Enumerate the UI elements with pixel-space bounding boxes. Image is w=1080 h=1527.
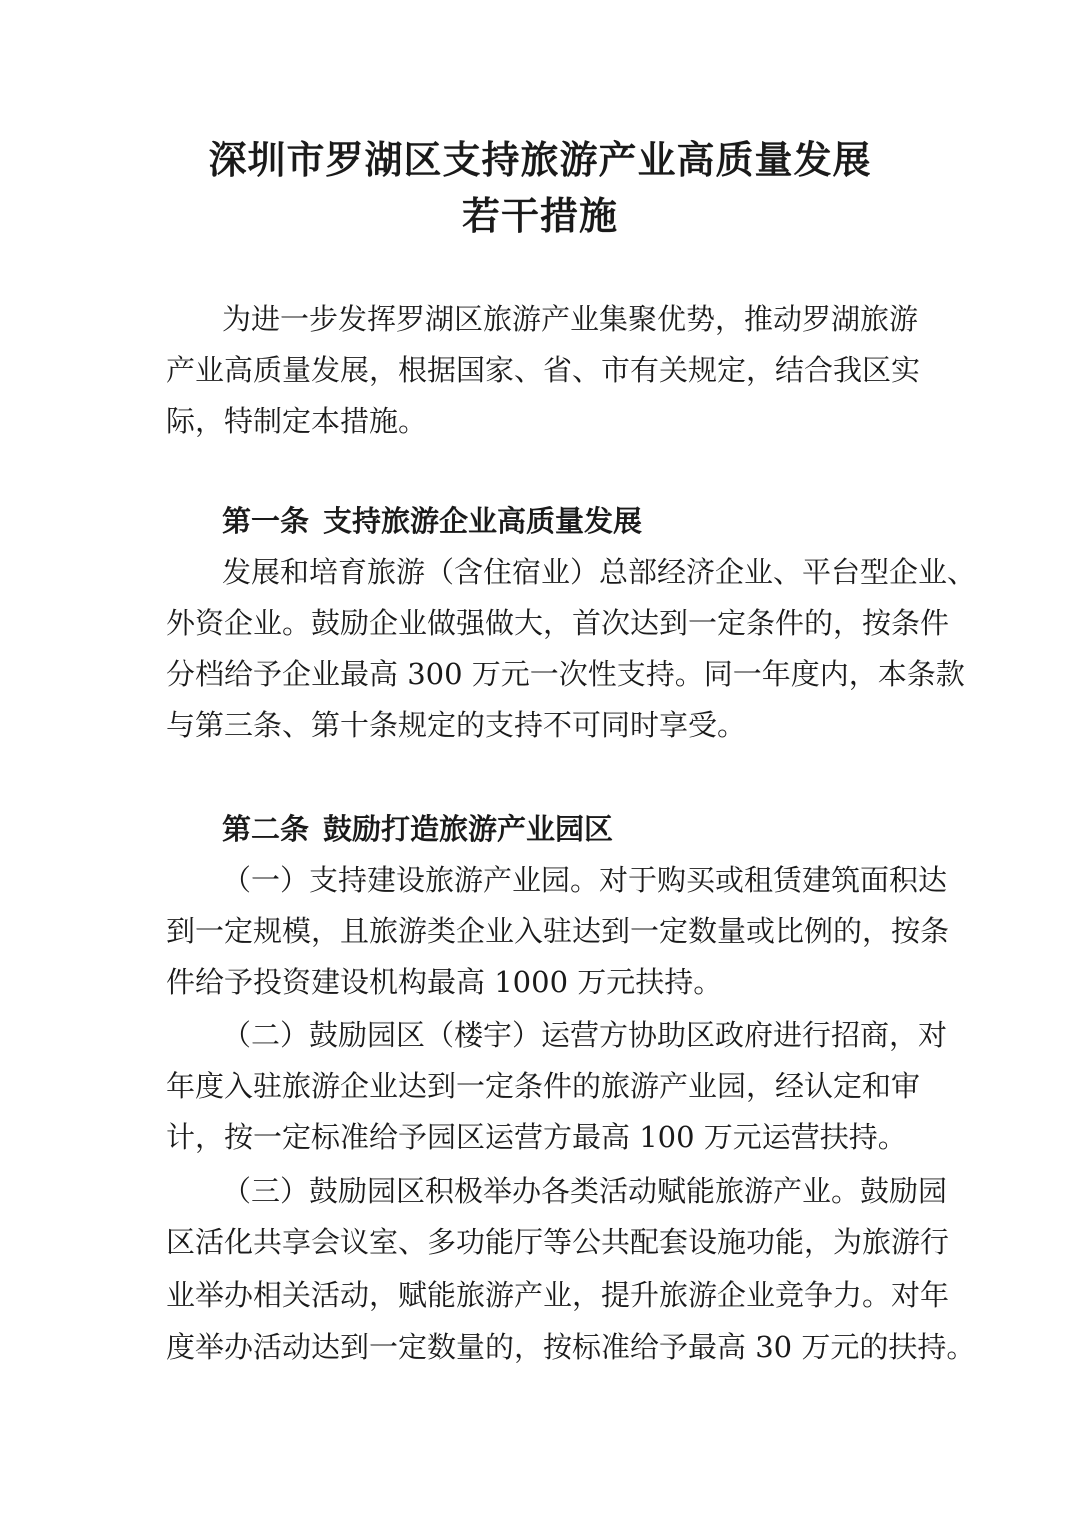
article-1-line-3: 分档给予企业最高 300 万元一次性支持。同一年度内，本条款	[166, 657, 965, 691]
article-2-heading-text: 鼓励打造旅游产业园区	[323, 812, 614, 846]
article-2-item-3-line-3: 业举办相关活动，赋能旅游产业，提升旅游企业竞争力。对年	[166, 1278, 950, 1312]
intro-line-2: 产业高质量发展，根据国家、省、市有关规定，结合我区实	[166, 353, 921, 387]
document-title-line-1: 深圳市罗湖区支持旅游产业高质量发展	[208, 137, 872, 182]
article-1-heading-text: 支持旅游企业高质量发展	[323, 504, 643, 538]
article-1-heading	[222, 494, 642, 548]
intro-line-3: 际，特制定本措施。	[166, 404, 428, 438]
article-2-heading	[222, 802, 613, 856]
article-1-number: 第一条	[222, 504, 310, 538]
article-1-line-2: 外资企业。鼓励企业做强做大，首次达到一定条件的，按条件	[166, 606, 950, 640]
article-2-item-1-line-3: 件给予投资建设机构最高 1000 万元扶持。	[166, 965, 723, 999]
article-2-item-3-line-2: 区活化共享会议室、多功能厅等公共配套设施功能，为旅游行	[166, 1225, 950, 1259]
article-2-number: 第二条	[222, 812, 310, 846]
article-2-item-1-line-2: 到一定规模，且旅游类企业入驻达到一定数量或比例的，按条	[166, 914, 950, 948]
article-2-item-2-line-1: （二）鼓励园区（楼宇）运营方协助区政府进行招商，对	[222, 1018, 948, 1052]
article-1-line-1: 发展和培育旅游（含住宿业）总部经济企业、平台型企业、	[222, 555, 977, 589]
article-2-item-2-line-3: 计，按一定标准给予园区运营方最高 100 万元运营扶持。	[166, 1120, 907, 1154]
article-2-item-2-line-2: 年度入驻旅游企业达到一定条件的旅游产业园，经认定和审	[166, 1069, 921, 1103]
article-1-line-4: 与第三条、第十条规定的支持不可同时享受。	[166, 708, 747, 742]
document-title-line-2: 若干措施	[461, 193, 618, 238]
article-2-item-3-line-4: 度举办活动达到一定数量的，按标准给予最高 30 万元的扶持。	[166, 1330, 976, 1364]
article-2-item-3-line-1: （三）鼓励园区积极举办各类活动赋能旅游产业。鼓励园	[222, 1174, 948, 1208]
intro-line-1: 为进一步发挥罗湖区旅游产业集聚优势，推动罗湖旅游	[222, 302, 919, 336]
article-2-item-1-line-1: （一）支持建设旅游产业园。对于购买或租赁建筑面积达	[222, 863, 948, 897]
